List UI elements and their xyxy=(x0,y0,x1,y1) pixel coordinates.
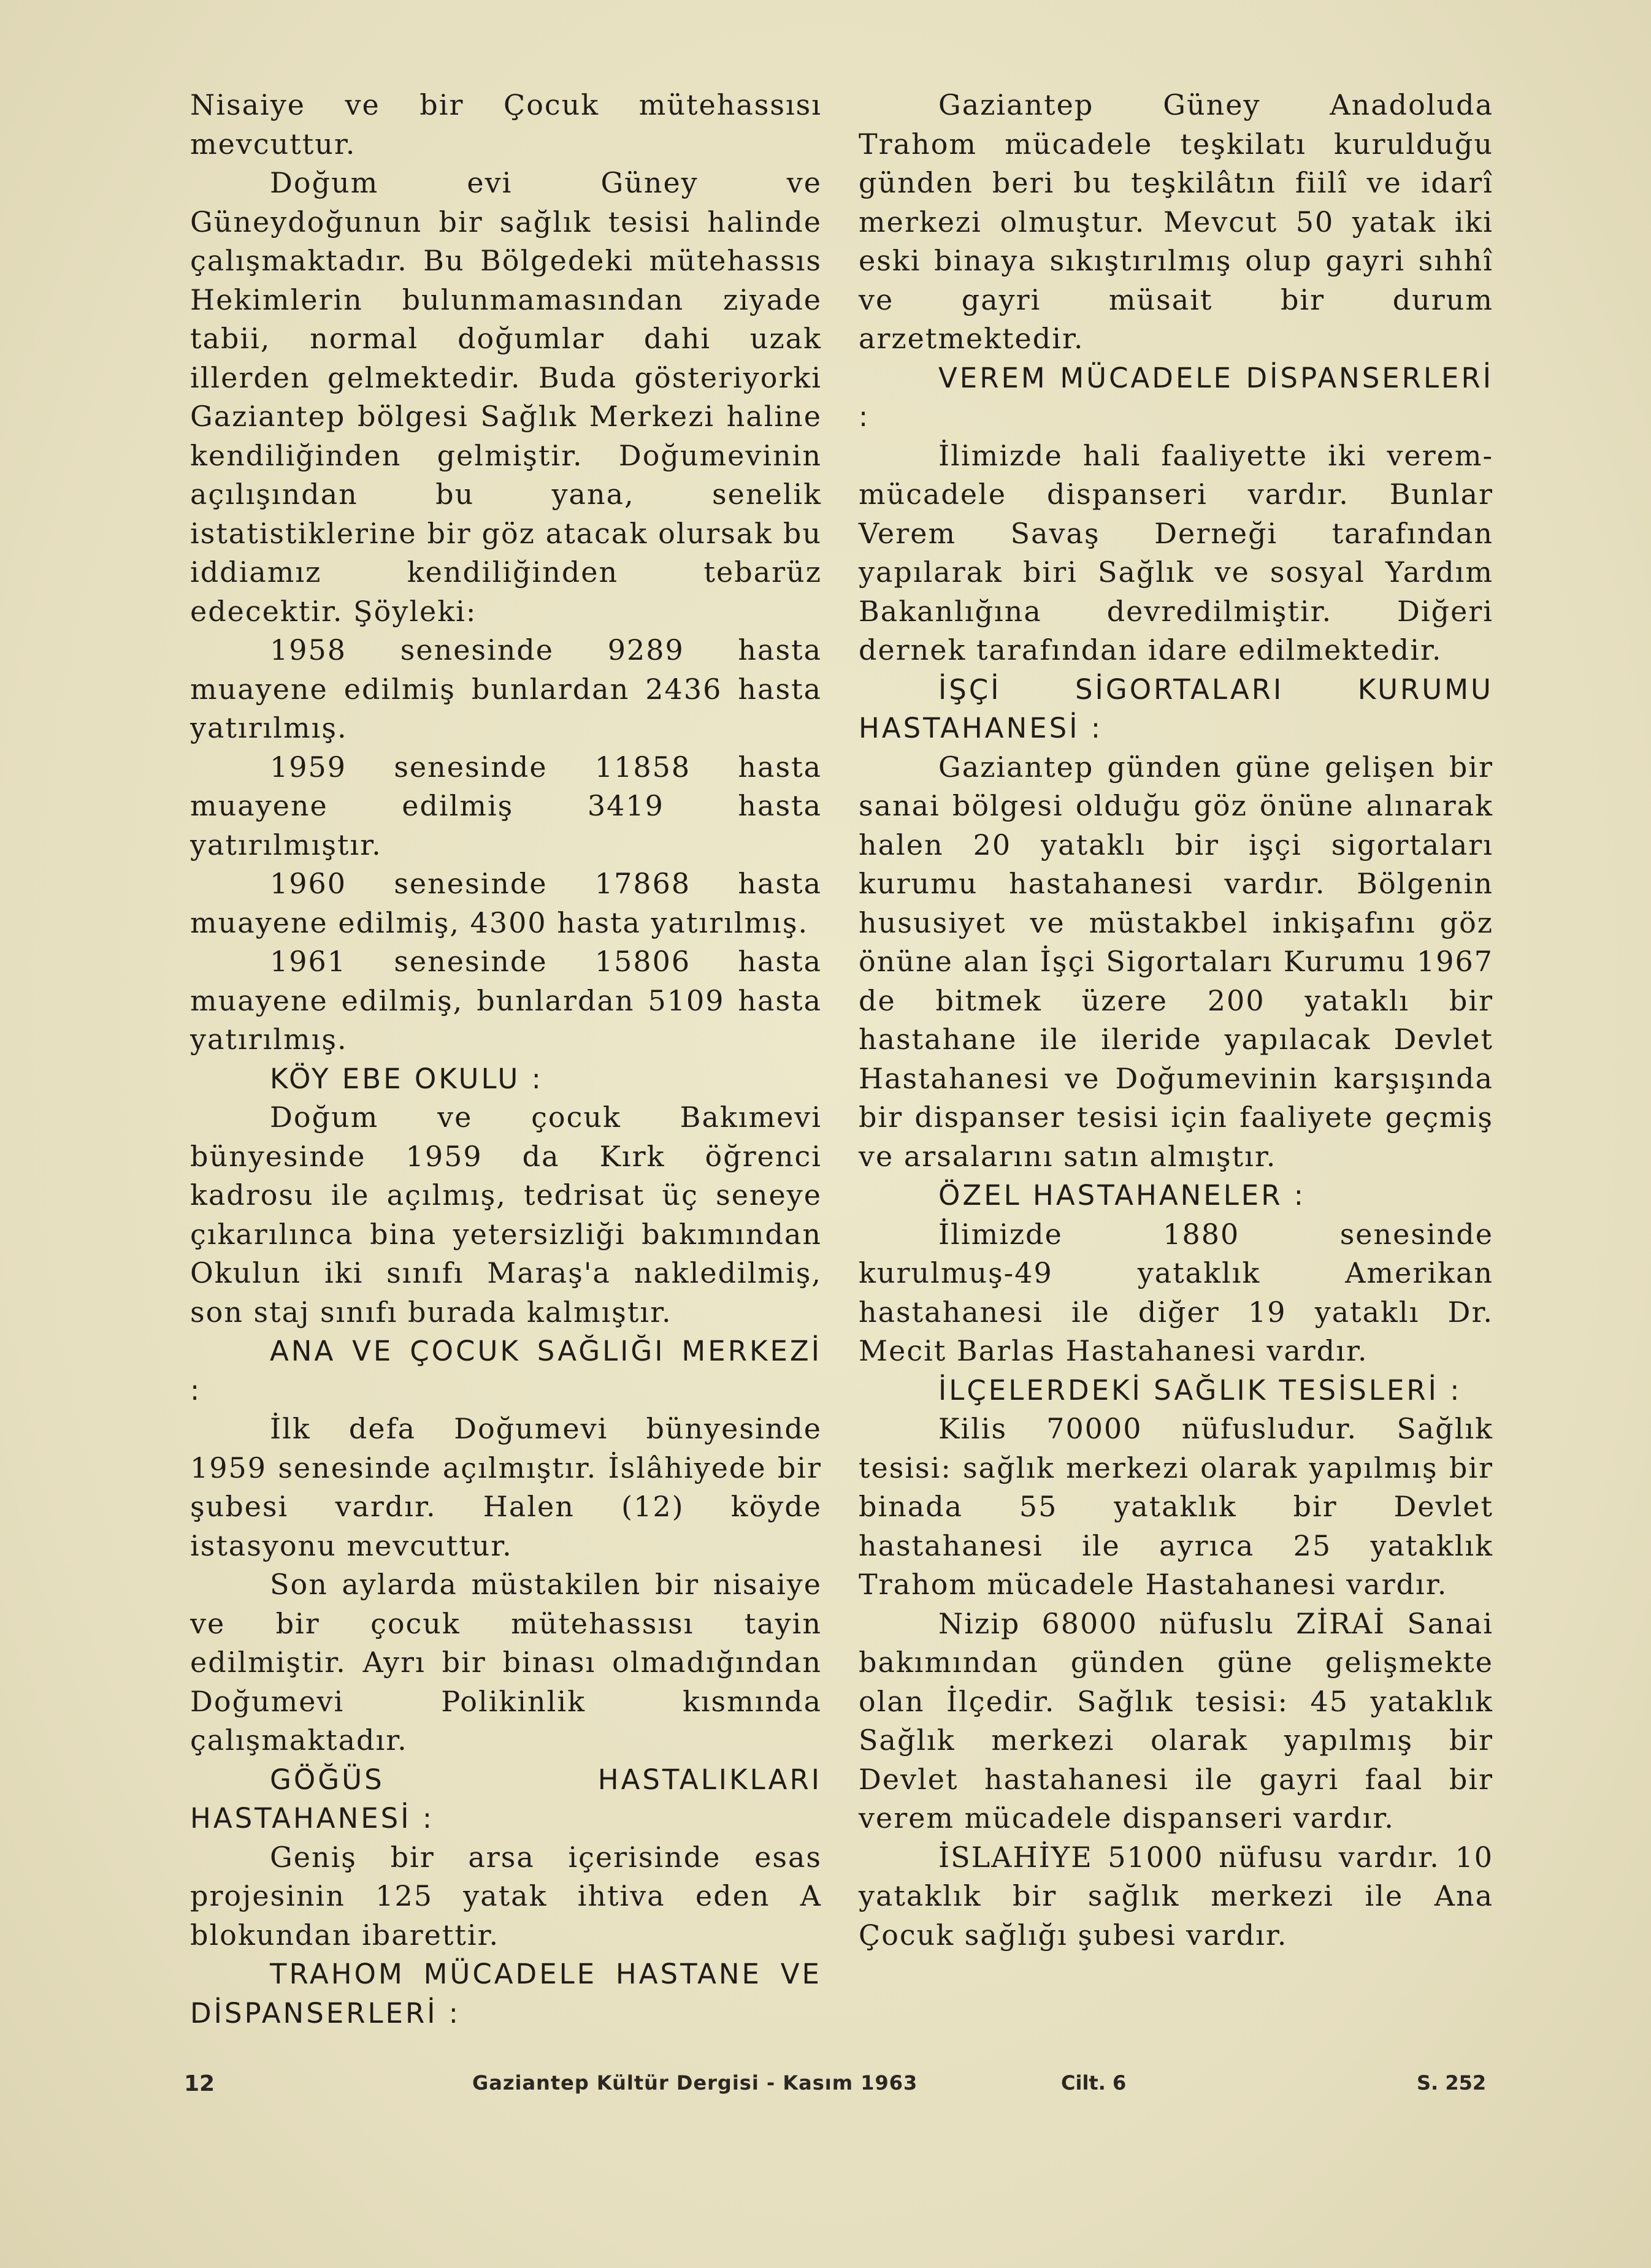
paragraph: İlk defa Doğumevi bünyesinde 1959 senesinde açılmıştır. İslâhiyede bir şubesi vardır. Halen (12) köyde istasyonu mevcuttur. xyxy=(190,1412,822,1562)
paragraph: İSLAHİYE 51000 nüfusu vardır. 10 yataklık bir sağlık merkezi ile Ana Çocuk sağlığı şubesi vardır. xyxy=(859,1840,1493,1952)
left-column xyxy=(190,86,822,2033)
section-heading: ÖZEL HASTAHANELER : xyxy=(938,1179,1306,1212)
magazine-name: Gaziantep Kültür Dergisi - Kasım 1963 xyxy=(472,2071,918,2094)
paragraph: 1960 senesinde 17868 hasta muayene edilmiş, 4300 hasta yatırılmış. xyxy=(190,867,822,939)
section-heading: VEREM MÜCADELE DİSPANSERLERİ : xyxy=(859,361,1493,433)
section-heading: KÖY EBE OKULU : xyxy=(270,1062,543,1095)
page-footer xyxy=(184,2071,1496,2108)
paragraph: Nisaiye ve bir Çocuk mütehassısı mevcuttur. xyxy=(190,88,822,161)
volume-label: Cilt. 6 xyxy=(1061,2071,1127,2094)
paragraph: Gaziantep Güney Anadoluda Trahom mücadele teşkilatı kurulduğu günden beri bu teşkilâtın fiilî ve idarî merkezi olmuştur. Mevcut 50 yatak iki eski binaya sıkıştırılmış olup gayri sıhhî ve gayri müsait bir durum arzetmektedir. xyxy=(859,88,1493,355)
paragraph: İlimizde 1880 senesinde kurulmuş-49 yataklık Amerikan hastahanesi ile diğer 19 yataklı Dr. Mecit Barlas Hastahanesi vardır. xyxy=(859,1217,1493,1367)
section-heading: İLÇELERDEKİ SAĞLIK TESİSLERİ : xyxy=(938,1373,1462,1407)
paragraph: Nizip 68000 nüfuslu ZİRAİ Sanai bakımından günden güne gelişmekte olan İlçedir. Sağlık tesisi: 45 yataklık Sağlık merkezi olarak yapılmış bir Devlet hastahanesi ile gayri faal bir verem mücadele dispanseri vardır. xyxy=(859,1606,1493,1835)
section-heading: TRAHOM MÜCADELE HASTANE VE DİSPANSERLERİ : xyxy=(190,1958,822,2029)
paragraph: 1961 senesinde 15806 hasta muayene edilmiş, bunlardan 5109 hasta yatırılmış. xyxy=(190,945,822,1056)
section-heading: İŞÇİ SİGORTALARI KURUMU HASTAHANESİ : xyxy=(859,673,1493,744)
page-number: 12 xyxy=(184,2071,215,2096)
paragraph: Kilis 70000 nüfusludur. Sağlık tesisi: sağlık merkezi olarak yapılmış bir binada 55 yataklık bir Devlet hastahanesi ile ayrıca 25 yataklık Trahom mücadele Hastahanesi vardır. xyxy=(859,1412,1493,1601)
paragraph: Doğum ve çocuk Bakımevi bünyesinde 1959 da Kırk öğrenci kadrosu ile açılmış, tedrisat üç seneye çıkarılınca bina yetersizliği bakımından Okulun iki sınıfı Maraş'a nakledilmiş, son staj sınıfı burada kalmıştır. xyxy=(190,1101,822,1329)
paragraph: Doğum evi Güney ve Güneydoğunun bir sağlık tesisi halinde çalışmaktadır. Bu Bölgedeki mütehassıs Hekimlerin bulunmamasından ziyade tabii, normal doğumlar dahi uzak illerden gelmektedir. Buda gösteriyorki Gaziantep bölgesi Sağlık Merkezi haline kendiliğinden gelmiştir. Doğumevinin açılışından bu yana, senelik istatistiklerine bir göz atacak olursak bu iddiamız kendiliğinden tebarüz edecektir. Şöyleki: xyxy=(190,166,822,628)
issue-label: S. 252 xyxy=(1417,2071,1487,2094)
paragraph: Son aylarda müstakilen bir nisaiye ve bir çocuk mütehassısı tayin edilmiştir. Ayrı bir binası olmadığından Doğumevi Polikinlik kısmında çalışmaktadır. xyxy=(190,1568,822,1757)
paragraph: Geniş bir arsa içerisinde esas projesinin 125 yatak ihtiva eden A blokundan ibarettir. xyxy=(190,1840,822,1952)
right-column xyxy=(859,86,1493,1955)
section-heading: ANA VE ÇOCUK SAĞLIĞI MERKEZİ : xyxy=(190,1335,822,1407)
paragraph: İlimizde hali faaliyette iki verem-mücadele dispanseri vardır. Bunlar Verem Savaş Derneği tarafından yapılarak biri Sağlık ve sosyal Yardım Bakanlığına devredilmiştir. Diğeri dernek tarafından idare edilmektedir. xyxy=(859,438,1493,666)
paragraph: 1959 senesinde 11858 hasta muayene edilmiş 3419 hasta yatırılmıştır. xyxy=(190,750,822,861)
paragraph: 1958 senesinde 9289 hasta muayene edilmiş bunlardan 2436 hasta yatırılmış. xyxy=(190,633,822,744)
section-heading: GÖĞÜS HASTALIKLARI HASTAHANESİ : xyxy=(190,1763,822,1835)
paragraph: Gaziantep günden güne gelişen bir sanai bölgesi olduğu göz önüne alınarak halen 20 yataklı bir işçi sigortaları kurumu hastahanesi vardır. Bölgenin hususiyet ve müstakbel inkişafını göz önüne alan İşçi Sigortaları Kurumu 1967 de bitmek üzere 200 yataklı bir hastahane ile ileride yapılacak Devlet Hastahanesi ve Doğumevinin karşışında bir dispanser tesisi için faaliyete geçmiş ve arsalarını satın almıştır. xyxy=(859,750,1493,1173)
